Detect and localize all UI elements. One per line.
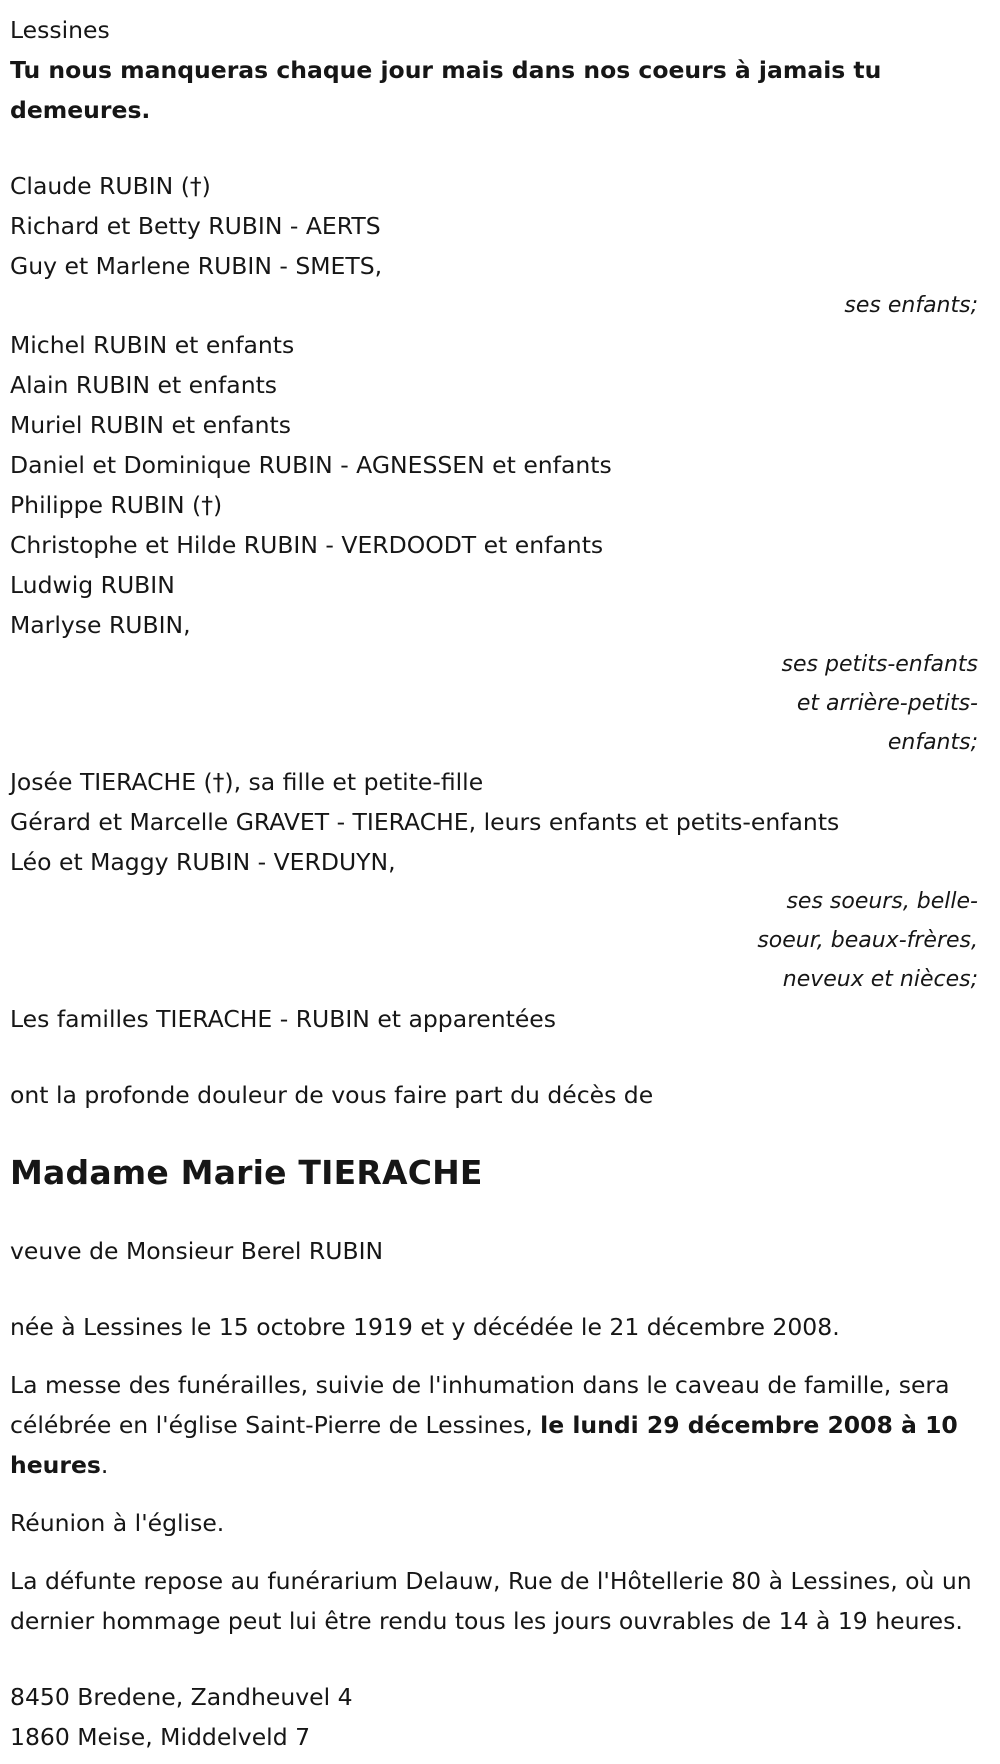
relation-line: neveux et nièces;	[782, 967, 978, 992]
funerarium-details: La défunte repose au funérarium Delauw, Rue de l'Hôtellerie 80 à Lessines, où un dernier hommage peut lui être rendu tous les jours ouvrables de 14 à 19 heures.	[10, 1567, 972, 1635]
list-item: Marlyse RUBIN,	[10, 611, 191, 639]
list-item: Philippe RUBIN (†)	[10, 491, 223, 519]
siblings-relation-label	[10, 882, 990, 999]
list-item: Richard et Betty RUBIN - AERTS	[10, 212, 381, 240]
relation-line: et arrière-petits-	[796, 691, 978, 716]
list-item: 8450 Bredene, Zandheuvel 4	[10, 1683, 353, 1711]
spacer	[10, 1271, 990, 1307]
list-item: Gérard et Marcelle GRAVET - TIERACHE, leurs enfants et petits-enfants	[10, 808, 840, 836]
list-item: Alain RUBIN et enfants	[10, 371, 278, 399]
announcement-text: ont la profonde douleur de vous faire part du décès de	[10, 1081, 654, 1109]
spacer	[10, 130, 990, 166]
spacer	[10, 1115, 990, 1151]
spacer	[10, 1543, 990, 1561]
list-item: Christophe et Hilde RUBIN - VERDOODT et enfants	[10, 531, 604, 559]
list-item: Léo et Maggy RUBIN - VERDUYN,	[10, 848, 396, 876]
list-item: Josée TIERACHE (†), sa fille et petite-fille	[10, 768, 484, 796]
list-item: Guy et Marlene RUBIN - SMETS,	[10, 252, 383, 280]
list-item: Claude RUBIN (†)	[10, 172, 211, 200]
children-relation-label: ses enfants;	[844, 293, 978, 318]
list-item: Daniel et Dominique RUBIN - AGNESSEN et enfants	[10, 451, 612, 479]
spouse-line: veuve de Monsieur Berel RUBIN	[10, 1237, 384, 1265]
funeral-text-part1: La messe des funérailles, suivie de l'inhumation dans le caveau de famille, sera célébrée en l'église Saint-Pierre de Lessines,	[10, 1371, 950, 1439]
epitaph-text: Tu nous manqueras chaque jour mais dans nos coeurs à jamais tu demeures.	[10, 56, 890, 124]
spacer	[10, 1347, 990, 1365]
relation-line: ses soeurs, belle-	[786, 889, 978, 914]
gathering-line: Réunion à l'église.	[10, 1509, 225, 1537]
families-line: Les familles TIERACHE - RUBIN et apparentées	[10, 1005, 556, 1033]
funeral-datetime: le lundi 29 décembre 2008 à 10 heures	[10, 1411, 958, 1479]
list-item: 1860 Meise, Middelveld 7	[10, 1723, 311, 1751]
spacer	[10, 1039, 990, 1075]
relation-line: ses petits-enfants	[781, 652, 978, 677]
relation-line: enfants;	[887, 730, 978, 755]
spacer	[10, 1195, 990, 1231]
children-list	[10, 166, 990, 286]
grandchildren-list	[10, 325, 990, 645]
funeral-details	[10, 1365, 990, 1485]
spacer	[10, 1485, 990, 1503]
spacer	[10, 1641, 990, 1677]
funeral-text-part2: .	[100, 1451, 109, 1479]
birth-death-line: née à Lessines le 15 octobre 1919 et y décédée le 21 décembre 2008.	[10, 1313, 840, 1341]
grandchildren-relation-label	[10, 645, 990, 762]
list-item: Muriel RUBIN et enfants	[10, 411, 291, 439]
address-list	[10, 1677, 990, 1757]
city-label: Lessines	[10, 16, 110, 44]
siblings-list	[10, 762, 990, 882]
list-item: Michel RUBIN et enfants	[10, 331, 295, 359]
list-item: Ludwig RUBIN	[10, 571, 175, 599]
deceased-name: Madame Marie TIERACHE	[10, 1153, 483, 1192]
relation-line: soeur, beaux-frères,	[757, 928, 978, 953]
